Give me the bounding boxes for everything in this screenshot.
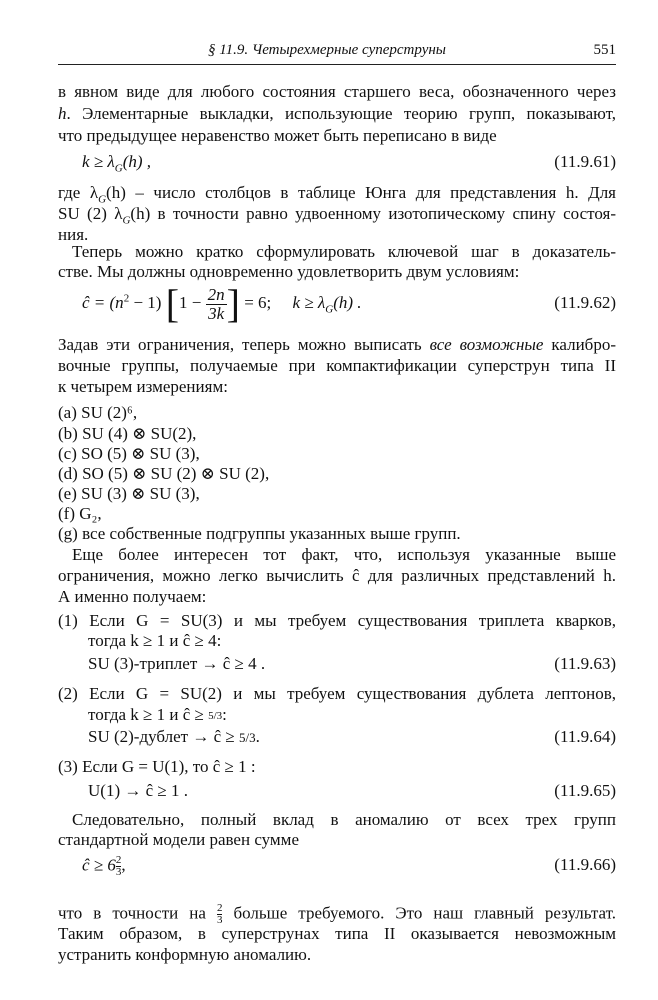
text-line: ния. bbox=[58, 225, 89, 244]
eq-part: ĉ = (n bbox=[82, 293, 124, 312]
text-span: . Элементарные выкладки, использующие теорию групп, показывают, bbox=[66, 104, 616, 123]
eq-part: k ≥ λ bbox=[292, 293, 326, 312]
text-line: А именно получаем: bbox=[58, 587, 207, 606]
list-item: (b) SU (4) ⊗ SU(2), bbox=[58, 424, 197, 443]
text-span: : bbox=[222, 705, 227, 724]
eq-part: = 6; bbox=[244, 293, 272, 312]
eq-part: (h) . bbox=[333, 293, 362, 312]
equation-11-9-62: ĉ = $(n^2 - 1) [1$ − $\frac{2n}{3k}$ ] = 6; $k \ge \lambda_G(h)$ . bbox=[82, 281, 362, 327]
text-span: больше требуемого. Это наш главный результат. bbox=[233, 903, 617, 923]
text-span: Задав эти ограничения, теперь можно выписать bbox=[58, 335, 422, 354]
equation-11-9-66 bbox=[82, 855, 126, 878]
text-line: Следовательно, полный вклад в аномалию от всех трех групп bbox=[72, 810, 616, 829]
text-line: стве. Мы должны одновременно удовлетворить двум условиям: bbox=[58, 262, 520, 281]
text-italic: все возможные bbox=[429, 335, 544, 354]
eq-part: k ≥ λ bbox=[82, 152, 115, 171]
equation-11-9-65: U(1) → ĉ ≥ 1 . bbox=[88, 781, 188, 800]
text-line: Еще более интересен тот факт, что, используя указанные выше bbox=[72, 545, 616, 564]
fraction: $\frac{2}{3}$ bbox=[216, 902, 223, 926]
text-span: где λ bbox=[58, 183, 99, 202]
text-line: в явном виде для любого состояния старшего веса, обозначенного через bbox=[58, 82, 616, 101]
list-item: (e) SU (3) ⊗ SU (3), bbox=[58, 484, 200, 503]
text-line bbox=[58, 335, 616, 355]
eq-part: SU (2)-дублет → ĉ ≥ bbox=[88, 727, 239, 746]
text-line: тогда k ≥ 1 и ĉ ≥ 4: bbox=[88, 631, 222, 650]
text-line: вочные группы, получаемые при компактификации суперструн типа II bbox=[58, 356, 616, 375]
text-line: ограничения, можно легко вычислить ĉ для различных представлений h. bbox=[58, 566, 616, 585]
text-line bbox=[88, 705, 616, 725]
text-line: SU (2) $\lambda_G(h)$ в точности равно удвоенному изотопическому спину состоя- bbox=[58, 204, 616, 227]
text-line: (3) Если G = U(1), то ĉ ≥ 1 : bbox=[58, 757, 256, 776]
fraction: 5/3 bbox=[208, 709, 223, 722]
equation-11-9-64 bbox=[88, 727, 260, 748]
text-span: калибро- bbox=[551, 335, 616, 354]
text-line: где $\lambda_G(h)$ – число столбцов в таблице Юнга для представления h. Для bbox=[58, 183, 616, 206]
eq-part: , bbox=[121, 855, 126, 875]
text-line: что предыдущее неравенство может быть переписано в виде bbox=[58, 126, 497, 145]
eq-part: . bbox=[255, 727, 260, 746]
equation-number: (11.9.65) bbox=[554, 781, 616, 800]
symbol-h: h bbox=[58, 104, 67, 123]
text-line: к четырем измерениям: bbox=[58, 377, 228, 396]
fraction: 5/3 bbox=[238, 730, 256, 745]
equation-number: (11.9.64) bbox=[554, 727, 616, 746]
text-line: стандартной модели равен сумме bbox=[58, 830, 299, 849]
eq-part: (h) , bbox=[122, 152, 152, 171]
eq-part: − 1) bbox=[129, 293, 162, 312]
text-span: что в точности на bbox=[58, 903, 206, 923]
equation-number: (11.9.62) bbox=[554, 293, 616, 312]
eq-part: ĉ ≥ 6 bbox=[82, 855, 116, 875]
equation-number: (11.9.66) bbox=[554, 855, 616, 874]
text-line: Теперь можно кратко сформулировать ключевой шаг в доказатель- bbox=[72, 242, 616, 261]
text-span: (h) в точности равно удвоенному изотопическому спину состоя- bbox=[130, 204, 616, 223]
text-span: тогда k ≥ 1 и ĉ ≥ bbox=[88, 705, 209, 724]
equation-11-9-63: SU (3)-триплет → ĉ ≥ 4 . bbox=[88, 654, 266, 673]
equation-11-9-61: $k \ge \lambda_G(h)$ , bbox=[82, 152, 152, 175]
text-line: Таким образом, в суперструнах типа II оказывается невозможным bbox=[58, 924, 616, 943]
equation-number: (11.9.63) bbox=[554, 654, 616, 673]
text-line bbox=[58, 104, 616, 124]
header-title: § 11.9. Четырехмерные суперструны bbox=[208, 42, 446, 58]
text-span: SU (2) λ bbox=[58, 204, 123, 223]
list-item: (a) SU (2)⁶, bbox=[58, 403, 138, 422]
fraction: $\frac{2n}{3k}$ bbox=[207, 284, 225, 323]
text-line: (1) Если G = SU(3) и мы требуем существования триплета кварков, bbox=[58, 611, 616, 630]
text-line: (2) Если G = SU(2) и мы требуем существования дублета лептонов, bbox=[58, 684, 616, 703]
list-item: (d) SO (5) ⊗ SU (2) ⊗ SU (2), bbox=[58, 464, 270, 483]
running-header bbox=[58, 42, 616, 65]
text-span: (h) – число столбцов в таблице Юнга для представления h. Для bbox=[106, 183, 616, 202]
list-item: (f) G₂, bbox=[58, 504, 102, 523]
list-item: (c) SO (5) ⊗ SU (3), bbox=[58, 444, 200, 463]
page-number: 551 bbox=[593, 42, 616, 58]
fraction: $\frac{2}{3}$ bbox=[115, 854, 122, 878]
equation-number: (11.9.61) bbox=[554, 152, 616, 171]
list-item: (g) все собственные подгруппы указанных выше групп. bbox=[58, 524, 461, 543]
eq-part: 1 − bbox=[179, 293, 202, 312]
text-line: устранить конформную аномалию. bbox=[58, 945, 312, 964]
text-line bbox=[58, 903, 616, 926]
